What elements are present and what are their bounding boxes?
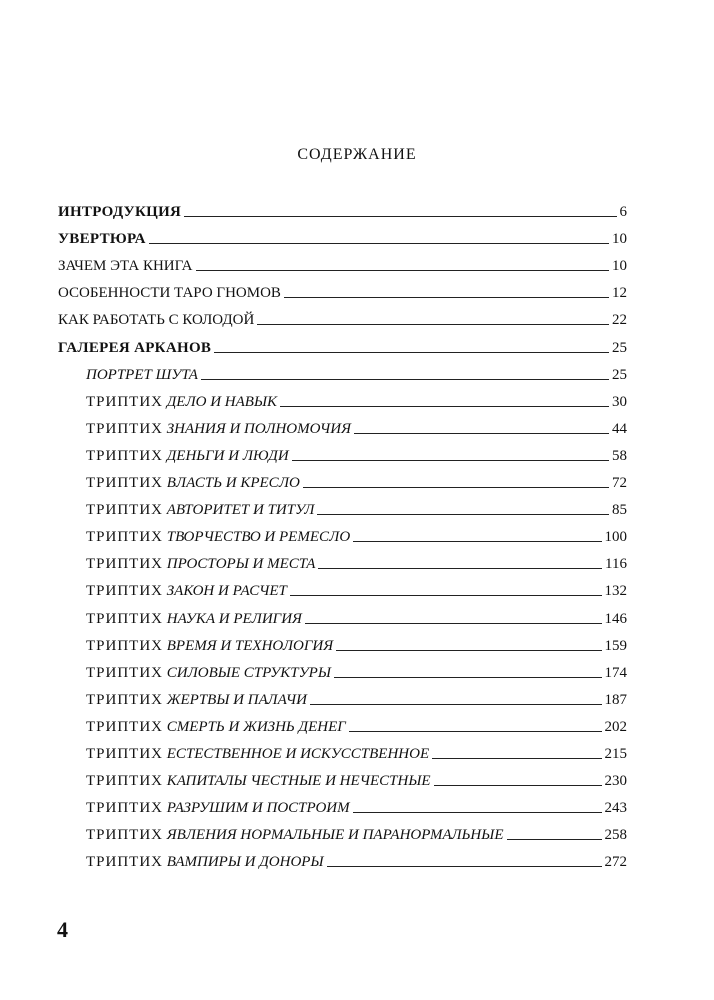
toc-subentry-italic-title: СИЛОВЫЕ СТРУКТУРЫ [166,664,331,681]
toc-subentry[interactable] [58,468,627,495]
toc-subentry-italic-title: НАУКА И РЕЛИГИЯ [166,610,302,627]
dot-leader [336,650,601,651]
dot-leader [353,541,601,542]
toc-entry-page: 272 [604,854,627,871]
toc-entry-page: 22 [612,312,627,329]
toc-entry-page: 202 [604,718,627,735]
toc-subentry-title [86,745,429,763]
dot-leader [280,406,609,407]
toc-subentry-italic-title: РАЗРУШИМ И ПОСТРОИМ [166,800,350,817]
toc-subentry-italic-title: ТВОРЧЕСТВО И РЕМЕСЛО [166,529,351,546]
toc-subentry-title [86,582,287,600]
toc-subentry[interactable] [58,847,627,874]
toc-subentry-title [86,853,324,871]
toc-subentry[interactable] [58,495,627,522]
triptych-prefix: ТРИПТИХ [86,502,163,519]
toc-subentry[interactable] [58,712,627,739]
toc-subentry[interactable] [58,441,627,468]
toc-subentry-title [86,772,431,790]
toc-entry-page: 116 [605,556,627,573]
toc-subentry[interactable] [58,631,627,658]
toc-subentry[interactable] [58,360,627,387]
triptych-prefix: ТРИПТИХ [86,393,163,410]
toc-subentry-italic-title: КАПИТАЛЫ ЧЕСТНЫЕ И НЕЧЕСТНЫЕ [166,773,431,790]
toc-entry-page: 85 [612,502,627,519]
toc-entry-page: 100 [604,529,627,546]
toc-subentry[interactable] [58,685,627,712]
toc-subentry[interactable] [58,658,627,685]
toc-subentry-title [86,393,277,411]
dot-leader [184,216,616,217]
toc-entry-page: 258 [604,827,627,844]
toc-entry-title: УВЕРТЮРА [58,231,146,248]
toc-entry-page: 25 [612,366,627,383]
toc-subentry-title [86,718,346,736]
dot-leader [349,731,602,732]
toc-subentry-title [86,826,504,844]
toc-entry[interactable] [58,305,627,332]
toc-entry[interactable] [58,197,627,224]
triptych-prefix: ТРИПТИХ [86,800,163,817]
dot-leader [507,839,602,840]
triptych-prefix: ТРИПТИХ [86,691,163,708]
toc-entry[interactable] [58,224,627,251]
dot-leader [303,487,609,488]
toc-entry-page: 44 [612,420,627,437]
toc-subentry[interactable] [58,387,627,414]
toc-subentry-italic-title: ПОРТРЕТ ШУТА [86,366,198,383]
toc-subentry-italic-title: ВЛАСТЬ И КРЕСЛО [166,475,300,492]
toc-entry-page: 174 [604,664,627,681]
toc-subentry-title [86,366,198,384]
dot-leader [196,270,609,271]
toc-subentry-italic-title: ДЕНЬГИ И ЛЮДИ [166,447,289,464]
toc-entry-page: 58 [612,447,627,464]
dot-leader [305,623,602,624]
toc-subentry-italic-title: ВАМПИРЫ И ДОНОРЫ [166,854,324,871]
toc-subentry-title [86,501,314,519]
dot-leader [214,352,609,353]
toc-subentry-italic-title: ЯВЛЕНИЯ НОРМАЛЬНЫЕ И ПАРАНОРМАЛЬНЫЕ [166,827,504,844]
toc-entry-title: ЗАЧЕМ ЭТА КНИГА [58,258,193,275]
toc-subentry[interactable] [58,739,627,766]
toc-entry-page: 187 [604,691,627,708]
toc-subentry-italic-title: ВРЕМЯ И ТЕХНОЛОГИЯ [166,637,334,654]
toc-subentry-title [86,799,350,817]
toc-subentry-italic-title: ЗАКОН И РАСЧЕТ [166,583,287,600]
toc-subentry-title [86,691,307,709]
toc-subentry[interactable] [58,820,627,847]
dot-leader [354,433,609,434]
triptych-prefix: ТРИПТИХ [86,420,163,437]
toc-subentry-italic-title: ДЕЛО И НАВЫК [166,393,277,410]
toc-subentry-title [86,420,351,438]
dot-leader [318,568,602,569]
triptych-prefix: ТРИПТИХ [86,827,163,844]
toc-heading: СОДЕРЖАНИЕ [297,146,417,163]
dot-leader [292,460,609,461]
triptych-prefix: ТРИПТИХ [86,529,163,546]
toc-subentry[interactable] [58,576,627,603]
toc-subentry-title [86,447,289,465]
toc-subentry[interactable] [58,766,627,793]
toc-subentry-italic-title: ЕСТЕСТВЕННОЕ И ИСКУССТВЕННОЕ [166,745,430,762]
toc-entry[interactable] [58,332,627,359]
toc-entry-page: 12 [612,285,627,302]
toc-entry-title: КАК РАБОТАТЬ С КОЛОДОЙ [58,312,255,329]
toc-entry[interactable] [58,251,627,278]
triptych-prefix: ТРИПТИХ [86,610,163,627]
triptych-prefix: ТРИПТИХ [86,475,163,492]
toc-entry-title: ОСОБЕННОСТИ ТАРО ГНОМОВ [58,285,281,302]
dot-leader [257,324,609,325]
toc-entry-title: ГАЛЕРЕЯ АРКАНОВ [58,339,212,356]
toc-entry-title: ИНТРОДУКЦИЯ [58,204,182,221]
toc-subentry-title [86,474,300,492]
dot-leader [290,595,602,596]
triptych-prefix: ТРИПТИХ [86,447,163,464]
dot-leader [434,785,602,786]
triptych-prefix: ТРИПТИХ [86,718,163,735]
dot-leader [432,758,601,759]
triptych-prefix: ТРИПТИХ [86,637,163,654]
triptych-prefix: ТРИПТИХ [86,773,163,790]
triptych-prefix: ТРИПТИХ [86,745,163,762]
toc-entry-page: 243 [604,800,627,817]
dot-leader [327,866,602,867]
toc-entry-page: 6 [619,204,627,221]
toc-subentry[interactable] [58,522,627,549]
dot-leader [334,677,602,678]
toc-entry-page: 215 [604,745,627,762]
toc-entry-page: 132 [604,583,627,600]
triptych-prefix: ТРИПТИХ [86,854,163,871]
toc-entry-page: 25 [612,339,627,356]
toc-entry-page: 30 [612,393,627,410]
toc-subentry-italic-title: СМЕРТЬ И ЖИЗНЬ ДЕНЕГ [166,718,346,735]
toc-entry-page: 10 [612,231,627,248]
dot-leader [353,812,602,813]
toc-subentry-italic-title: АВТОРИТЕТ И ТИТУЛ [166,502,315,519]
dot-leader [284,297,609,298]
dot-leader [317,514,609,515]
toc-subentry-italic-title: ЖЕРТВЫ И ПАЛАЧИ [166,691,307,708]
toc-subentry-title [86,610,302,628]
dot-leader [310,704,602,705]
toc-subentry[interactable] [58,549,627,576]
toc-entry-page: 72 [612,475,627,492]
toc-entry[interactable] [58,278,627,305]
toc-subentry-italic-title: ПРОСТОРЫ И МЕСТА [166,556,316,573]
dot-leader [149,243,609,244]
toc-subentry-title [86,664,331,682]
toc-subentry[interactable] [58,793,627,820]
toc-entry-page: 159 [604,637,627,654]
toc-subentry-title [86,637,333,655]
toc-entry-page: 146 [604,610,627,627]
toc-subentry-title [86,528,350,546]
toc-subentry-italic-title: ЗНАНИЯ И ПОЛНОМОЧИЯ [166,420,351,437]
triptych-prefix: ТРИПТИХ [86,583,163,600]
dot-leader [201,379,609,380]
toc-subentry[interactable] [58,603,627,630]
toc-entry-page: 230 [604,773,627,790]
triptych-prefix: ТРИПТИХ [86,664,163,681]
toc-subentry-title [86,555,315,573]
page-number: 4 [57,917,68,942]
triptych-prefix: ТРИПТИХ [86,556,163,573]
toc-entry-page: 10 [612,258,627,275]
toc-subentry[interactable] [58,414,627,441]
toc-list [58,197,627,874]
